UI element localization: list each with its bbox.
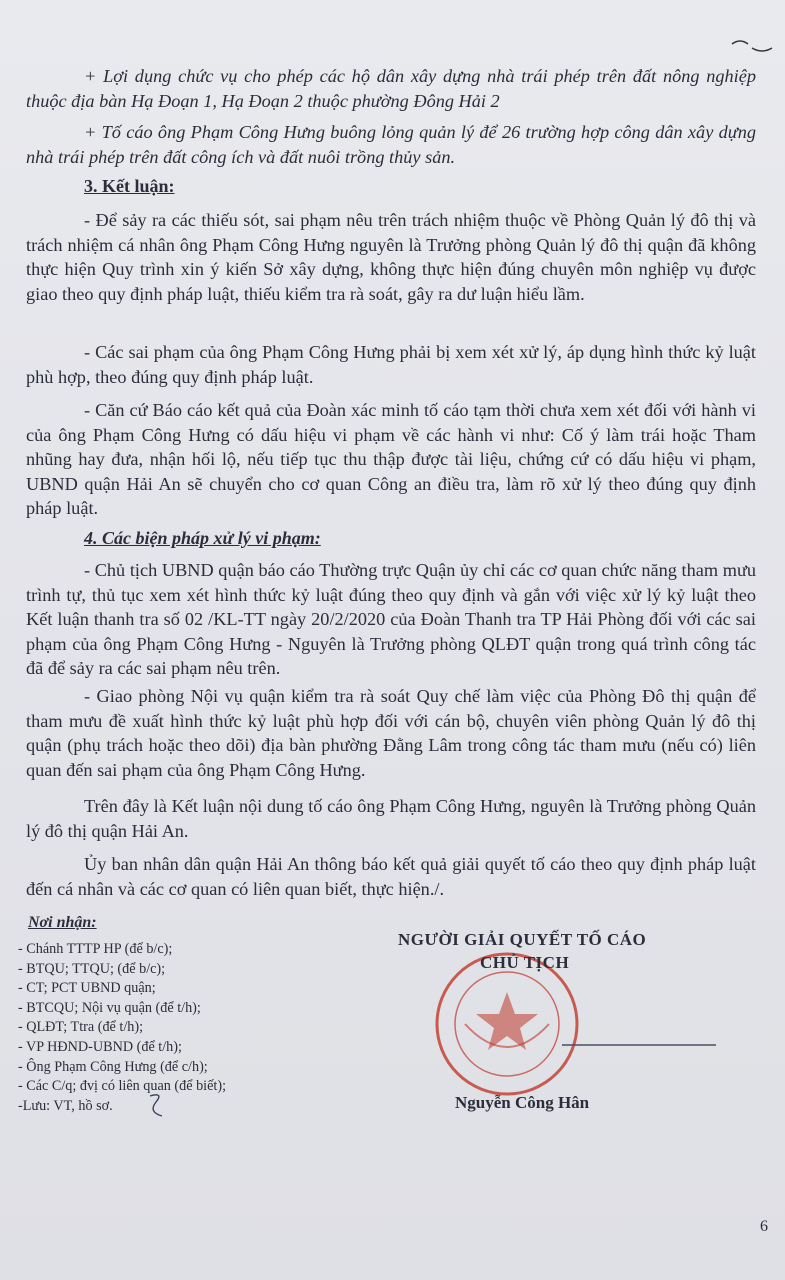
section-heading-3: 3. Kết luận: bbox=[84, 176, 175, 196]
signer-name: Nguyễn Công Hân bbox=[455, 1093, 590, 1112]
handwritten-initial-icon bbox=[142, 1090, 172, 1120]
recipients-title: Nơi nhận: bbox=[28, 914, 97, 931]
paragraph-5: - Căn cứ Báo cáo kết quả của Đoàn xác minh tố cáo tạm thời chưa xem xét đối với hành vi của ông Phạm Công Hưng có dấu hiệu vi phạm về các hành vi như: Cố ý làm trái hoặc Tham nhũng hay đưa, nhận hối lộ, nếu tiếp tục thu thập được tài liệu, chứng cứ có dấu hiệu vi phạm, UBND quận Hải An sẽ chuyển cho cơ quan Công an điều tra, làm rõ xử lý theo đúng quy định pháp luật. bbox=[26, 400, 756, 519]
recipient-item: - Chánh TTTP HP (để b/c); bbox=[18, 941, 173, 957]
recipient-item: - VP HĐND-UBND (để t/h); bbox=[18, 1038, 182, 1055]
paragraph-8: Trên đây là Kết luận nội dung tố cáo ông Phạm Công Hưng, nguyên là Trưởng phòng Quản lý đô thị quận Hải An. bbox=[26, 796, 756, 841]
recipient-item: - BTQU; TTQU; (để b/c); bbox=[18, 960, 166, 977]
ink-mark-icon bbox=[730, 38, 775, 58]
paragraph-1: + Lợi dụng chức vụ cho phép các hộ dân xây dựng nhà trái phép trên đất nông nghiệp thuộc địa bàn Hạ Đoạn 1, Hạ Đoạn 2 thuộc phường Đông Hải 2 bbox=[26, 66, 756, 111]
signer-title: NGƯỜI GIẢI QUYẾT TỐ CÁO bbox=[398, 930, 647, 949]
paragraph-2: + Tố cáo ông Phạm Công Hưng buông lỏng quản lý để 26 trường hợp công dân xây dựng nhà trái phép trên đất công ích và đất nuôi trồng thủy sản. bbox=[26, 122, 756, 167]
paragraph-9: Ủy ban nhân dân quận Hải An thông báo kết quả giải quyết tố cáo theo quy định pháp luật đến cá nhân và các cơ quan có liên quan biết, thực hiện./. bbox=[26, 854, 756, 899]
recipient-item: - CT; PCT UBND quận; bbox=[18, 980, 156, 997]
signer-role: CHỦ TỊCH bbox=[480, 953, 570, 972]
paragraph-3: - Để sảy ra các thiếu sót, sai phạm nêu trên trách nhiệm thuộc về Phòng Quản lý đô thị và trách nhiệm cá nhân ông Phạm Công Hưng nguyên là Trưởng phòng Quản lý đô thị quận đã không thực hiện Quy trình xin ý kiến Sở xây dựng, không thực hiện đúng chuyên môn nghiệp vụ được giao theo quy định pháp luật, thiếu kiểm tra rà soát, gây ra dư luận hiểu lầm. bbox=[26, 210, 756, 304]
signature-stroke-icon bbox=[560, 1040, 720, 1050]
paragraph-6: - Chủ tịch UBND quận báo cáo Thường trực Quận ủy chỉ các cơ quan chức năng tham mưu trình tự, thủ tục xem xét hình thức kỷ luật đúng theo quy định và gắn với việc xử lý kỷ luật theo Kết luận thanh tra số 02 /KL-TT ngày 20/2/2020 của Đoàn Thanh tra TP Hải Phòng đối với các sai phạm của ông Phạm Công Hưng - Nguyên là Trưởng phòng QLĐT quận trong quá trình công tác đã để sảy ra các sai phạm nêu trên. bbox=[26, 560, 756, 679]
paragraph-4: - Các sai phạm của ông Phạm Công Hưng phải bị xem xét xử lý, áp dụng hình thức kỷ luật phù hợp, theo đúng quy định pháp luật. bbox=[26, 342, 756, 387]
recipient-item: - Ông Phạm Công Hưng (để c/h); bbox=[18, 1058, 208, 1075]
recipient-item: -Lưu: VT, hồ sơ. bbox=[18, 1097, 113, 1114]
recipients-list bbox=[18, 940, 338, 1116]
section-heading-4: 4. Các biện pháp xử lý vi phạm: bbox=[84, 528, 321, 548]
recipient-item: - Các C/q; đvị có liên quan (để biết); bbox=[18, 1078, 227, 1095]
page-number: 6 bbox=[760, 1218, 768, 1235]
paragraph-7: - Giao phòng Nội vụ quận kiểm tra rà soát Quy chế làm việc của Phòng Đô thị quận để tham mưu đề xuất hình thức kỷ luật phù hợp đối với cán bộ, chuyên viên phòng Quản lý đô thị quận (phụ trách hoặc theo dõi) địa bàn phường Đằng Lâm trong công tác tham mưu (nếu có) liên quan đến sai phạm của ông Phạm Công Hưng. bbox=[26, 686, 756, 780]
recipient-item: - QLĐT; Ttra (để t/h); bbox=[18, 1019, 144, 1036]
recipient-item: - BTCQU; Nội vụ quận (để t/h); bbox=[18, 999, 201, 1016]
